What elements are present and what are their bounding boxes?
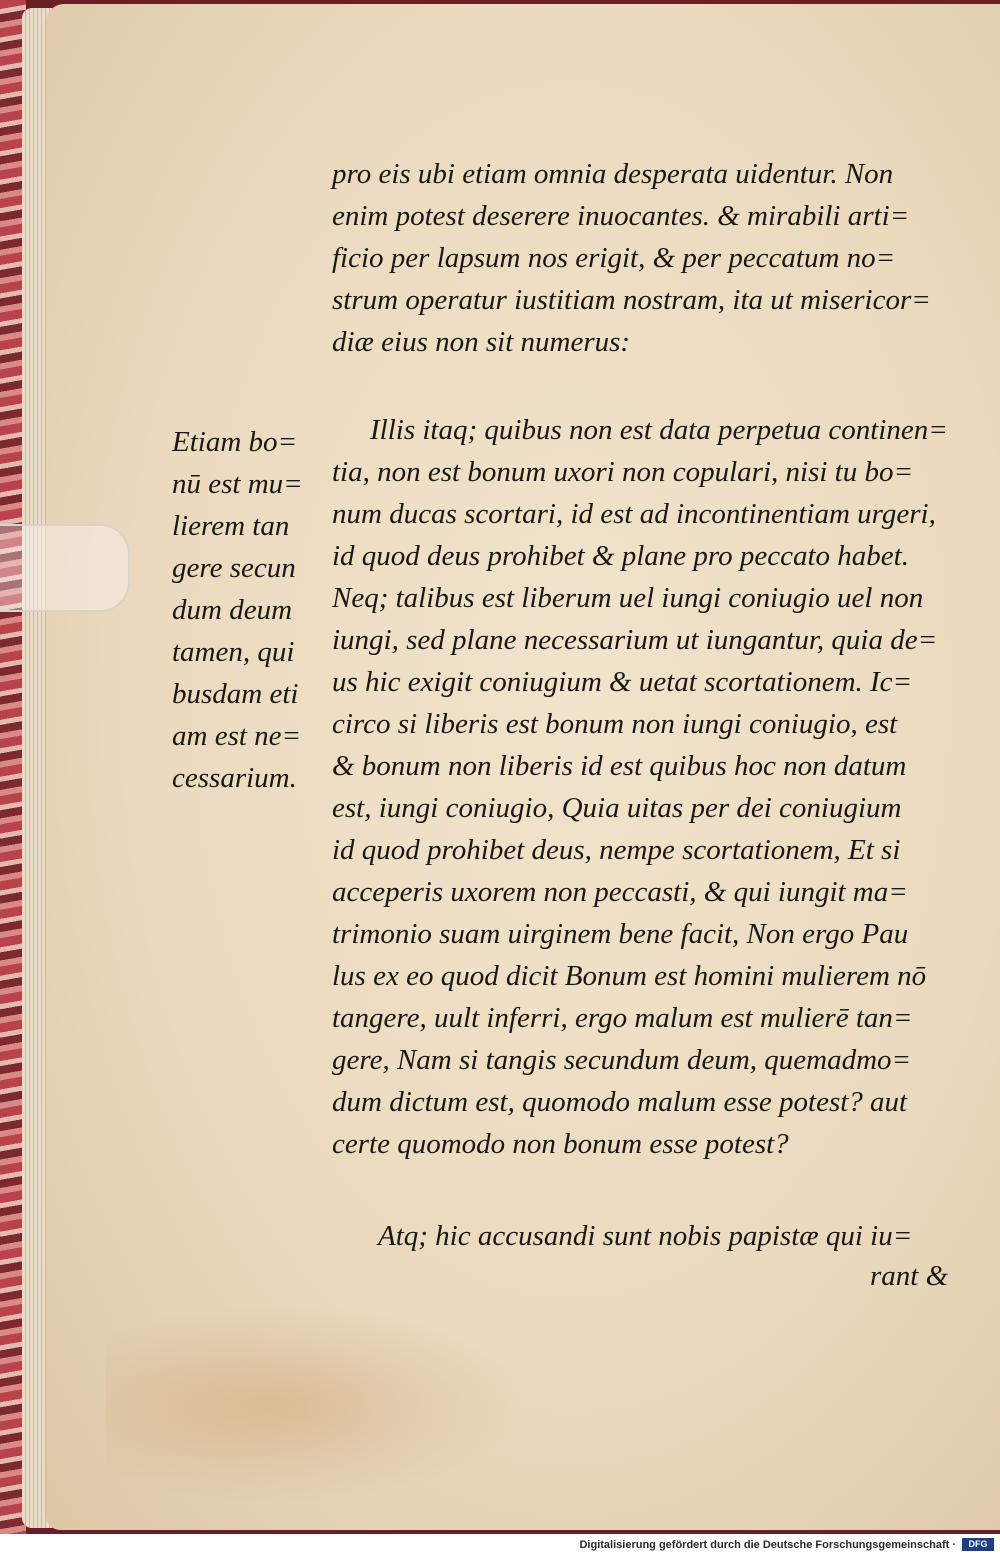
margin-note-line: dum deum bbox=[172, 594, 293, 626]
main-text-line: diæ eius non sit numerus: bbox=[332, 326, 631, 358]
main-text-line: gere, Nam si tangis secundum deum, quemadmo= bbox=[332, 1044, 912, 1076]
main-text-line: ficio per lapsum nos erigit, & per peccatum no= bbox=[332, 242, 896, 274]
main-text-line: id quod prohibet deus, nempe scortationem, Et si bbox=[332, 834, 901, 866]
margin-note-line: busdam eti bbox=[172, 678, 299, 710]
main-text-line: certe quomodo non bonum esse potest? bbox=[332, 1128, 789, 1160]
main-text-line: trimonio suam uirginem bene facit, Non ergo Pau bbox=[332, 918, 909, 950]
margin-note-line: nū est mu= bbox=[172, 468, 303, 500]
main-text-line: est, iungi coniugio, Quia uitas per dei coniugium bbox=[332, 792, 902, 824]
margin-note-line: tamen, qui bbox=[172, 636, 295, 668]
main-text-line: us hic exigit coniugium & uetat scortationem. Ic= bbox=[332, 666, 913, 698]
margin-note-line: Etiam bo= bbox=[172, 426, 298, 458]
main-text-line: tangere, uult inferri, ergo malum est mulierē tan= bbox=[332, 1002, 913, 1034]
page-tab-marker bbox=[0, 524, 130, 612]
margin-note-line: am est ne= bbox=[172, 720, 302, 752]
dfg-logo: DFG bbox=[962, 1538, 994, 1551]
main-text-line: Atq; hic accusandi sunt nobis papistæ qui iu= bbox=[378, 1220, 913, 1252]
main-text-line: enim potest deserere inuocantes. & mirabili arti= bbox=[332, 200, 910, 232]
main-text-line: & bonum non liberis id est quibus hoc non datum bbox=[332, 750, 907, 782]
main-text-line: Neq; talibus est liberum uel iungi coniugio uel non bbox=[332, 582, 924, 614]
margin-note-line: cessarium. bbox=[172, 762, 297, 794]
margin-note-line: lierem tan bbox=[172, 510, 290, 542]
main-text-line: num ducas scortari, id est ad incontinentiam urgeri, bbox=[332, 498, 936, 530]
digitization-credit: Digitalisierung gefördert durch die Deutsche Forschungsgemeinschaft · bbox=[579, 1539, 956, 1551]
margin-note-line: gere secun bbox=[172, 552, 296, 584]
main-text-line: lus ex eo quod dicit Bonum est homini mulierem nō bbox=[332, 960, 927, 992]
main-text-line: dum dictum est, quomodo malum esse potest? aut bbox=[332, 1086, 908, 1118]
main-text-line: strum operatur iustitiam nostram, ita ut misericor= bbox=[332, 284, 931, 316]
main-text-line: id quod deus prohibet & plane pro peccato habet. bbox=[332, 540, 909, 572]
catchword: rant & bbox=[870, 1260, 949, 1292]
water-stain bbox=[106, 1304, 526, 1504]
main-text-line: Illis itaq; quibus non est data perpetua continen= bbox=[370, 414, 948, 446]
main-text-line: pro eis ubi etiam omnia desperata uidentur. Non bbox=[332, 158, 894, 190]
main-text-line: tia, non est bonum uxori non copulari, nisi tu bo= bbox=[332, 456, 914, 488]
main-text-line: iungi, sed plane necessarium ut iungantur, quia de= bbox=[332, 624, 938, 656]
main-text-line: acceperis uxorem non peccasti, & qui iungit ma= bbox=[332, 876, 908, 908]
main-text-line: circo si liberis est bonum non iungi coniugio, est bbox=[332, 708, 898, 740]
